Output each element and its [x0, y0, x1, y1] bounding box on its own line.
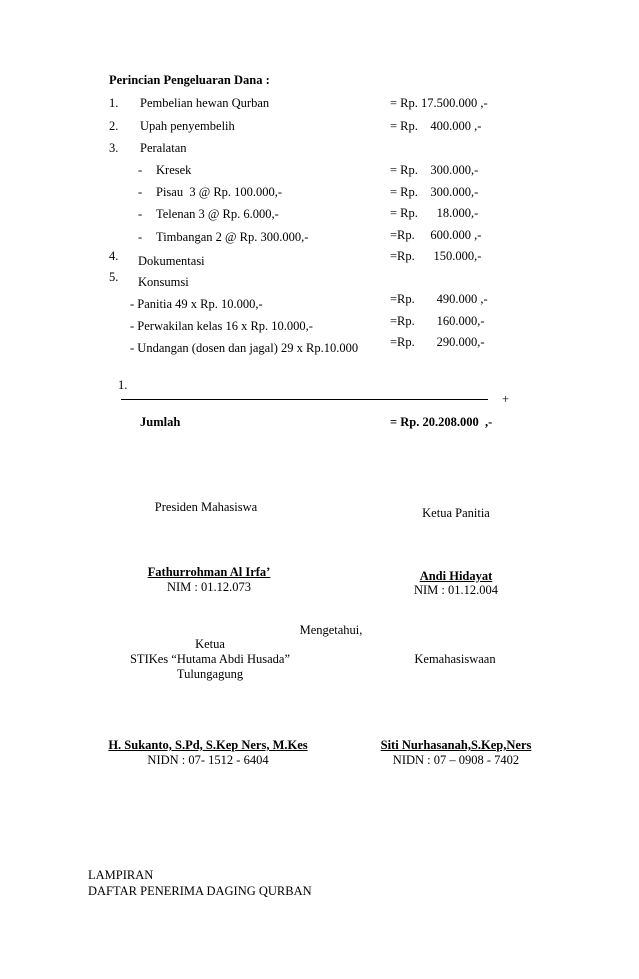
consumption-label: - Panitia 49 x Rp. 10.000,-: [130, 297, 263, 311]
head-title-line1: Ketua: [195, 637, 225, 651]
consumption-amount: =Rp. 290.000,-: [390, 335, 485, 349]
total-amount: = Rp. 20.208.000 ,-: [390, 415, 493, 429]
item-1-amount: = Rp. 17.500.000 ,-: [390, 96, 488, 110]
head-name: H. Sukanto, S.Pd, S.Kep Ners, M.Kes: [108, 738, 308, 752]
head-title-line2: STIKes “Hutama Abdi Husada”: [129, 652, 291, 666]
head-title-line3: Tulungagung: [176, 667, 244, 681]
item-1-number: 1.: [109, 96, 119, 110]
item-4-label: Dokumentasi: [138, 254, 205, 268]
plus-sign: +: [502, 392, 510, 406]
item-4-number: 4.: [109, 249, 119, 263]
item-1-label: Pembelian hewan Qurban: [140, 96, 270, 110]
subitem-bullet: -: [138, 185, 143, 199]
subitem-bullet: -: [138, 163, 143, 177]
item-3-number: 3.: [109, 141, 119, 155]
president-nim: NIM : 01.12.073: [166, 580, 252, 594]
consumption-amount: =Rp. 490.000 ,-: [390, 292, 488, 306]
subitem-amount: = Rp. 18.000,-: [390, 206, 479, 220]
student-affairs-name: Siti Nurhasanah,S.Kep,Ners: [380, 738, 532, 752]
item-2-label: Upah penyembelih: [140, 119, 235, 133]
chair-nim: NIM : 01.12.004: [413, 583, 499, 597]
subitem-bullet: -: [138, 230, 143, 244]
item-2-amount: = Rp. 400.000 ,-: [390, 119, 482, 133]
item-5-label: Konsumsi: [138, 275, 189, 289]
head-nidn: NIDN : 07- 1512 - 6404: [147, 753, 269, 767]
total-label: Jumlah: [140, 415, 181, 429]
subitem-label: Kresek: [156, 163, 192, 177]
appendix-heading: LAMPIRAN: [88, 868, 154, 882]
extra-list-number: 1.: [118, 378, 128, 392]
consumption-amount: =Rp. 160.000,-: [390, 314, 485, 328]
expense-heading: Perincian Pengeluaran Dana :: [109, 73, 270, 87]
subitem-amount: = Rp. 300.000,-: [390, 185, 479, 199]
subitem-amount: = Rp. 300.000,-: [390, 163, 479, 177]
president-title: Presiden Mahasiswa: [154, 500, 258, 514]
sum-line: [121, 399, 488, 400]
item-5-number: 5.: [109, 270, 119, 284]
appendix-title: DAFTAR PENERIMA DAGING QURBAN: [88, 884, 312, 898]
item-3-label: Peralatan: [140, 141, 187, 155]
item-4-amount: =Rp. 150.000,-: [390, 249, 482, 263]
acknowledged-label: Mengetahui,: [299, 623, 363, 637]
consumption-label: - Undangan (dosen dan jagal) 29 x Rp.10.000: [130, 341, 359, 355]
chair-title: Ketua Panitia: [422, 506, 490, 520]
president-name: Fathurrohman Al Irfa’: [147, 565, 271, 579]
chair-name: Andi Hidayat: [419, 569, 493, 583]
subitem-amount: =Rp. 600.000 ,-: [390, 228, 482, 242]
item-2-number: 2.: [109, 119, 119, 133]
student-affairs-nidn: NIDN : 07 – 0908 - 7402: [392, 753, 520, 767]
consumption-label: - Perwakilan kelas 16 x Rp. 10.000,-: [130, 319, 313, 333]
subitem-label: Timbangan 2 @ Rp. 300.000,-: [156, 230, 309, 244]
subitem-label: Pisau 3 @ Rp. 100.000,-: [156, 185, 283, 199]
subitem-label: Telenan 3 @ Rp. 6.000,-: [156, 207, 279, 221]
subitem-bullet: -: [138, 207, 143, 221]
student-affairs-title: Kemahasiswaan: [414, 652, 496, 666]
